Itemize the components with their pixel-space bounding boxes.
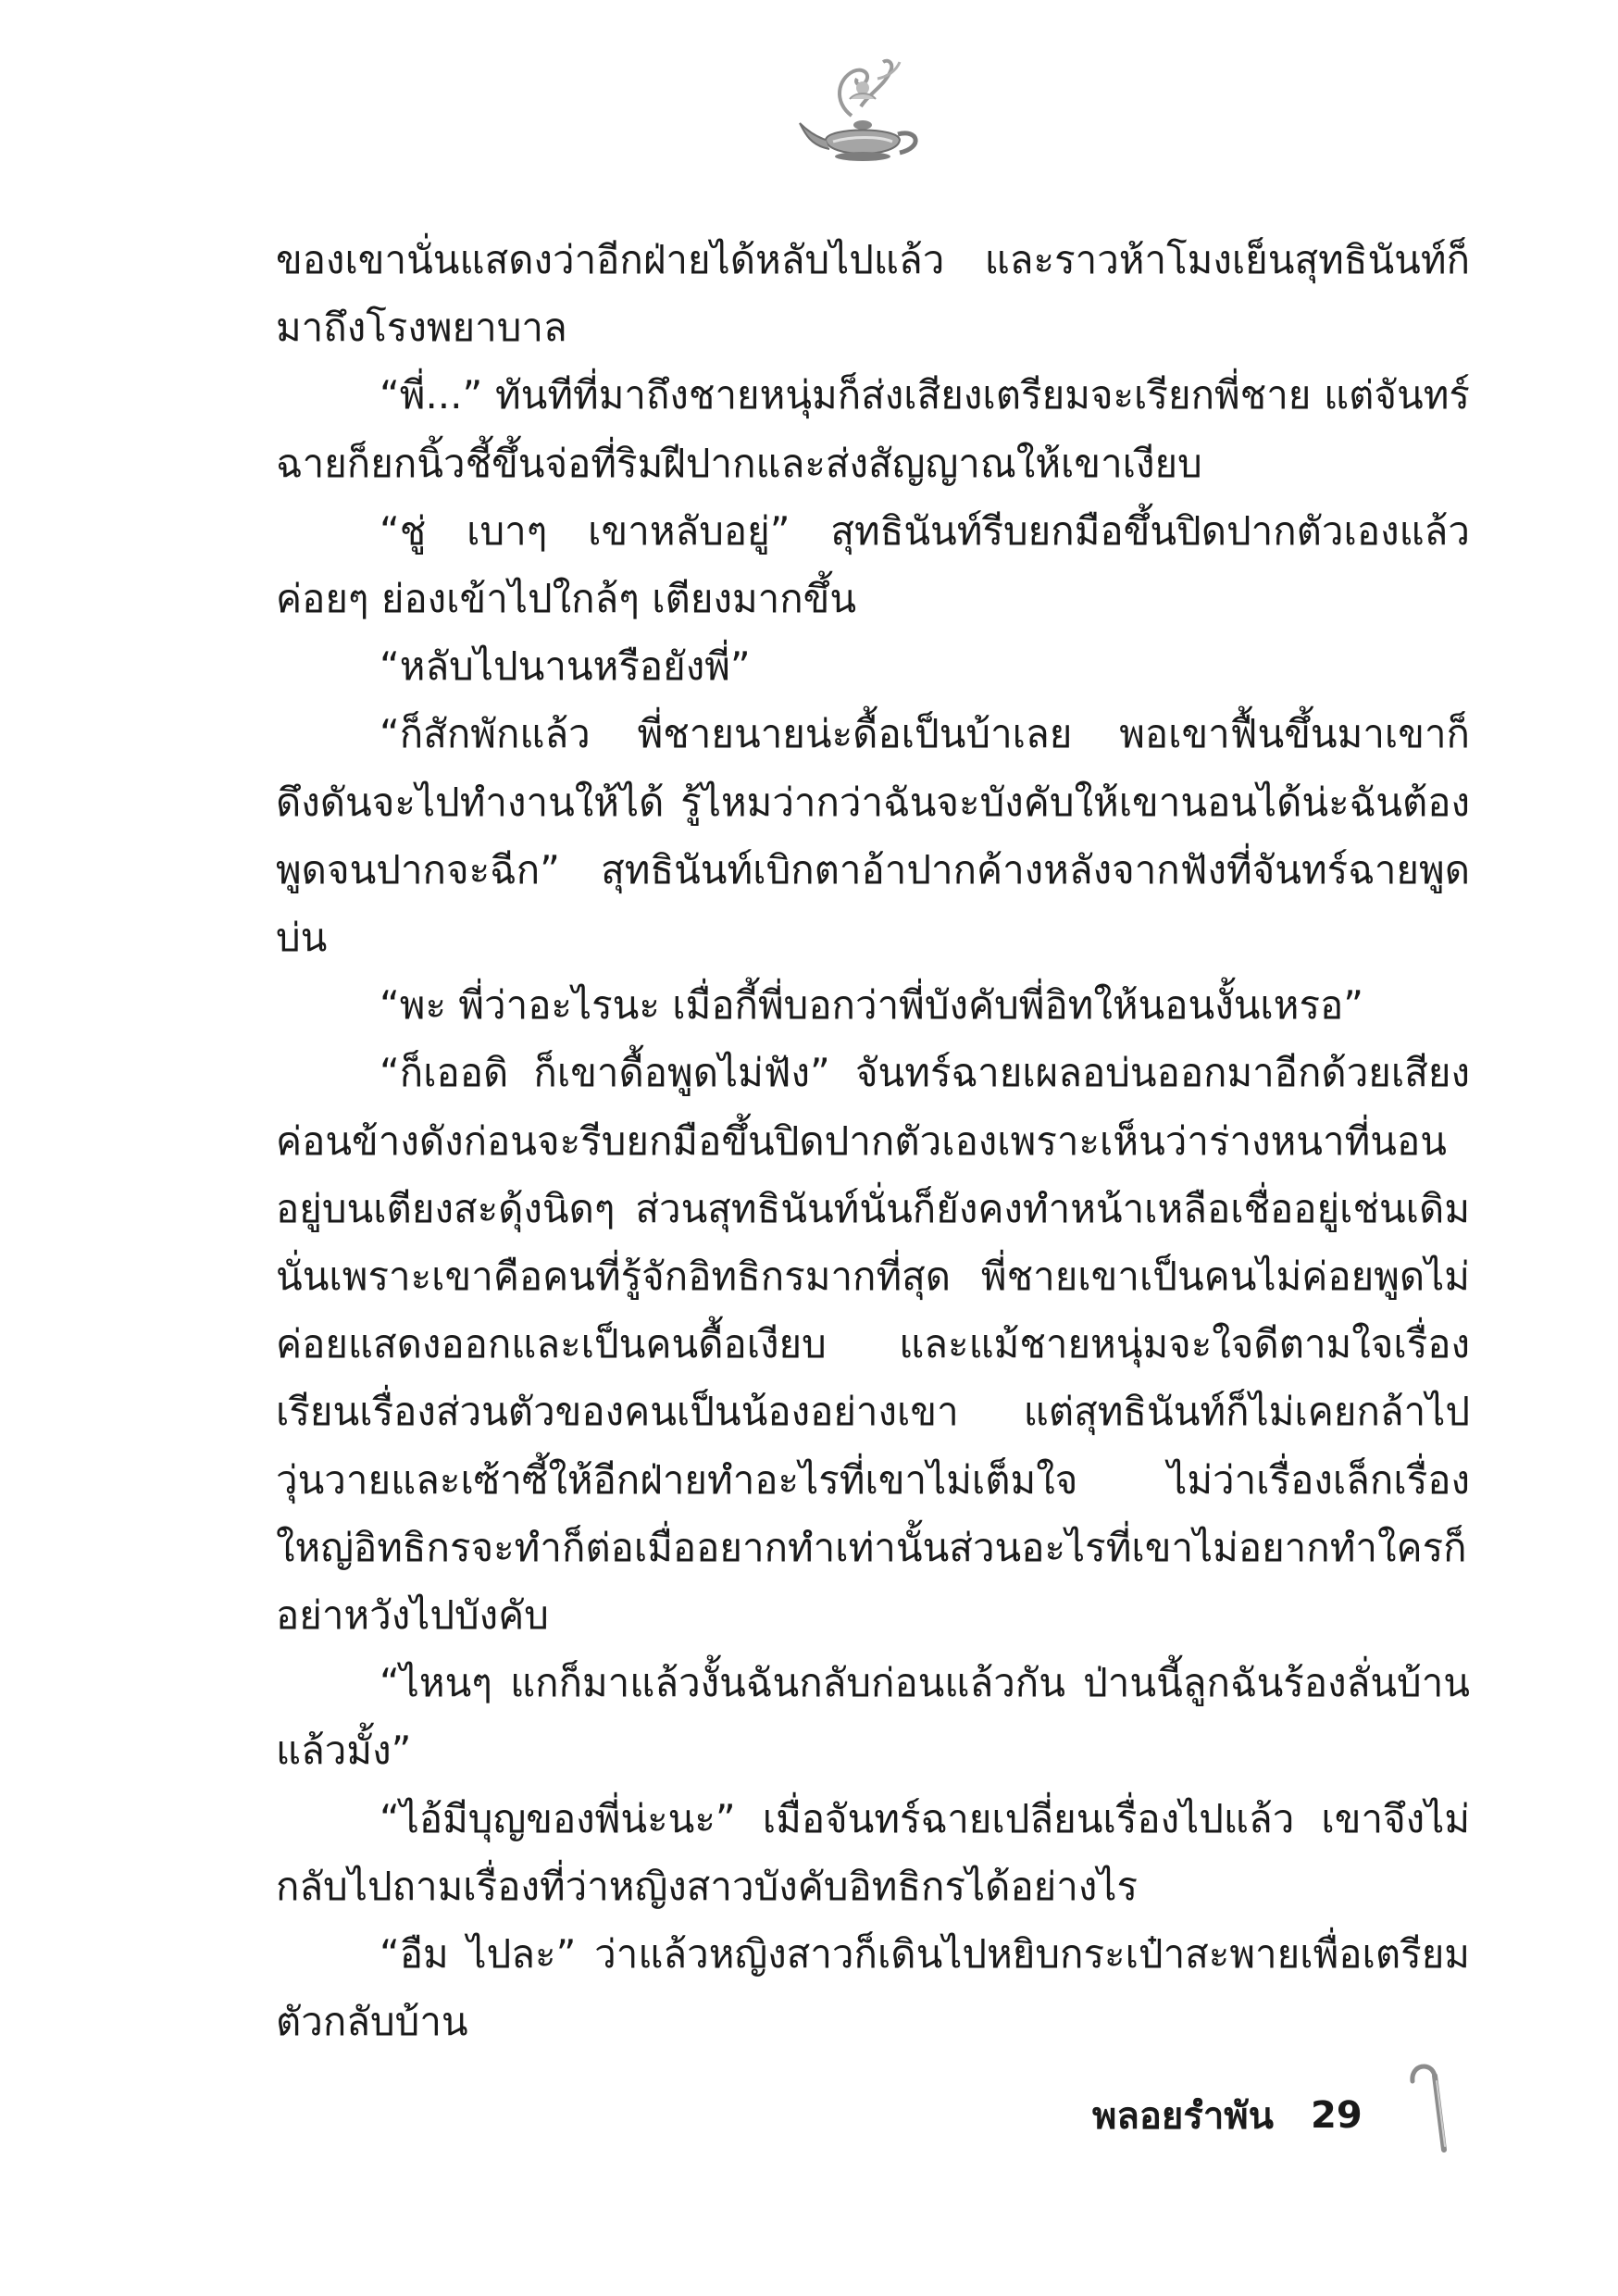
paragraph: “ไหนๆ แกก็มาแล้วงั้นฉันกลับก่อนแล้วกัน ป่านนี้ลูกฉันร้องลั่นบ้านแล้วมั้ง” — [276, 1660, 1470, 1774]
paragraph: “ก็เออดิ ก็เขาดื้อพูดไม่ฟัง” จันทร์ฉายเผลอบ่นออกมาอีกด้วยเสียงค่อนข้างดังก่อนจะรีบยกมือขึ้นปิดปากตัวเองเพราะเห็นว่าร่างหนาที่นอนอยู่บนเตียงสะดุ้งนิดๆ ส่วนสุทธินันท์นั่นก็ยังคงทำหน้าเหลือเชื่ออยู่เช่นเดิม นั่นเพราะเขาคือคนที่รู้จักอิทธิกรมากที่สุด พี่ชายเขาเป็นคนไม่ค่อยพูดไม่ค่อยแสดงออกและเป็นคนดื้อเงียบ และแม้ชายหนุ่มจะใจดีตามใจเรื่องเรียนเรื่องส่วนตัวของคนเป็นน้องอย่างเขา แต่สุทธินันท์ก็ไม่เคยกล้าไปวุ่นวายและเซ้าซี้ให้อีกฝ่ายทำอะไรที่เขาไม่เต็มใจ ไม่ว่าเรื่องเล็กเรื่องใหญ่อิทธิกรจะทำก็ต่อเมื่ออยากทำเท่านั้นส่วนอะไรที่เขาไม่อยากทำใครก็อย่าหวังไปบังคับ — [276, 1050, 1470, 1639]
page-footer — [1092, 2074, 1363, 2157]
paragraph: “ไอ้มีบุญของพี่น่ะนะ” เมื่อจันทร์ฉายเปลี่ยนเรื่องไปแล้ว เขาจึงไม่กลับไปถามเรื่องที่ว่าหญิงสาวบังคับอิทธิกรได้อย่างไร — [276, 1795, 1470, 1909]
paragraph: “ชู่ เบาๆ เขาหลับอยู่” สุทธินันท์รีบยกมือขึ้นปิดปากตัวเองแล้วค่อยๆ ย่องเข้าไปใกล้ๆ เตียงมากขึ้น — [276, 507, 1470, 622]
paragraph: “หลับไปนานหรือยังพี่” — [380, 643, 751, 690]
cane-icon — [1400, 2053, 1455, 2155]
page-number: 29 — [1311, 2094, 1363, 2137]
body-text — [276, 226, 1470, 2055]
paragraph: “พะ พี่ว่าอะไรนะ เมื่อกี้พี่บอกว่าพี่บังคับพี่อิทให้นอนงั้นเหรอ” — [380, 982, 1364, 1029]
paragraph: “ก็สักพักแล้ว พี่ชายนายน่ะดื้อเป็นบ้าเลย พอเขาฟื้นขึ้นมาเขาก็ดึงดันจะไปทำงานให้ได้ รู้ไหมว่ากว่าฉันจะบังคับให้เขานอนได้น่ะฉันต้องพูดจนปากจะฉีก” สุทธินันท์เบิกตาอ้าปากค้างหลังจากฟังที่จันทร์ฉายพูดบ่น — [276, 711, 1470, 961]
paragraph: “อืม ไปละ” ว่าแล้วหญิงสาวก็เดินไปหยิบกระเป๋าสะพายเพื่อเตรียมตัวกลับบ้าน — [276, 1931, 1470, 2045]
teapot-spirit-icon — [796, 51, 935, 181]
book-title: พลอยรำพัน — [1092, 2095, 1274, 2138]
paragraph: ของเขานั่นแสดงว่าอีกฝ่ายได้หลับไปแล้ว และราวห้าโมงเย็นสุทธินันท์ก็มาถึงโรงพยาบาล — [276, 237, 1470, 351]
paragraph: “พี่...” ทันทีที่มาถึงชายหนุ่มก็ส่งเสียงเตรียมจะเรียกพี่ชาย แต่จันทร์ฉายก็ยกนิ้วชี้ขึ้นจ่อที่ริมฝีปากและส่งสัญญาณให้เขาเงียบ — [276, 372, 1470, 486]
